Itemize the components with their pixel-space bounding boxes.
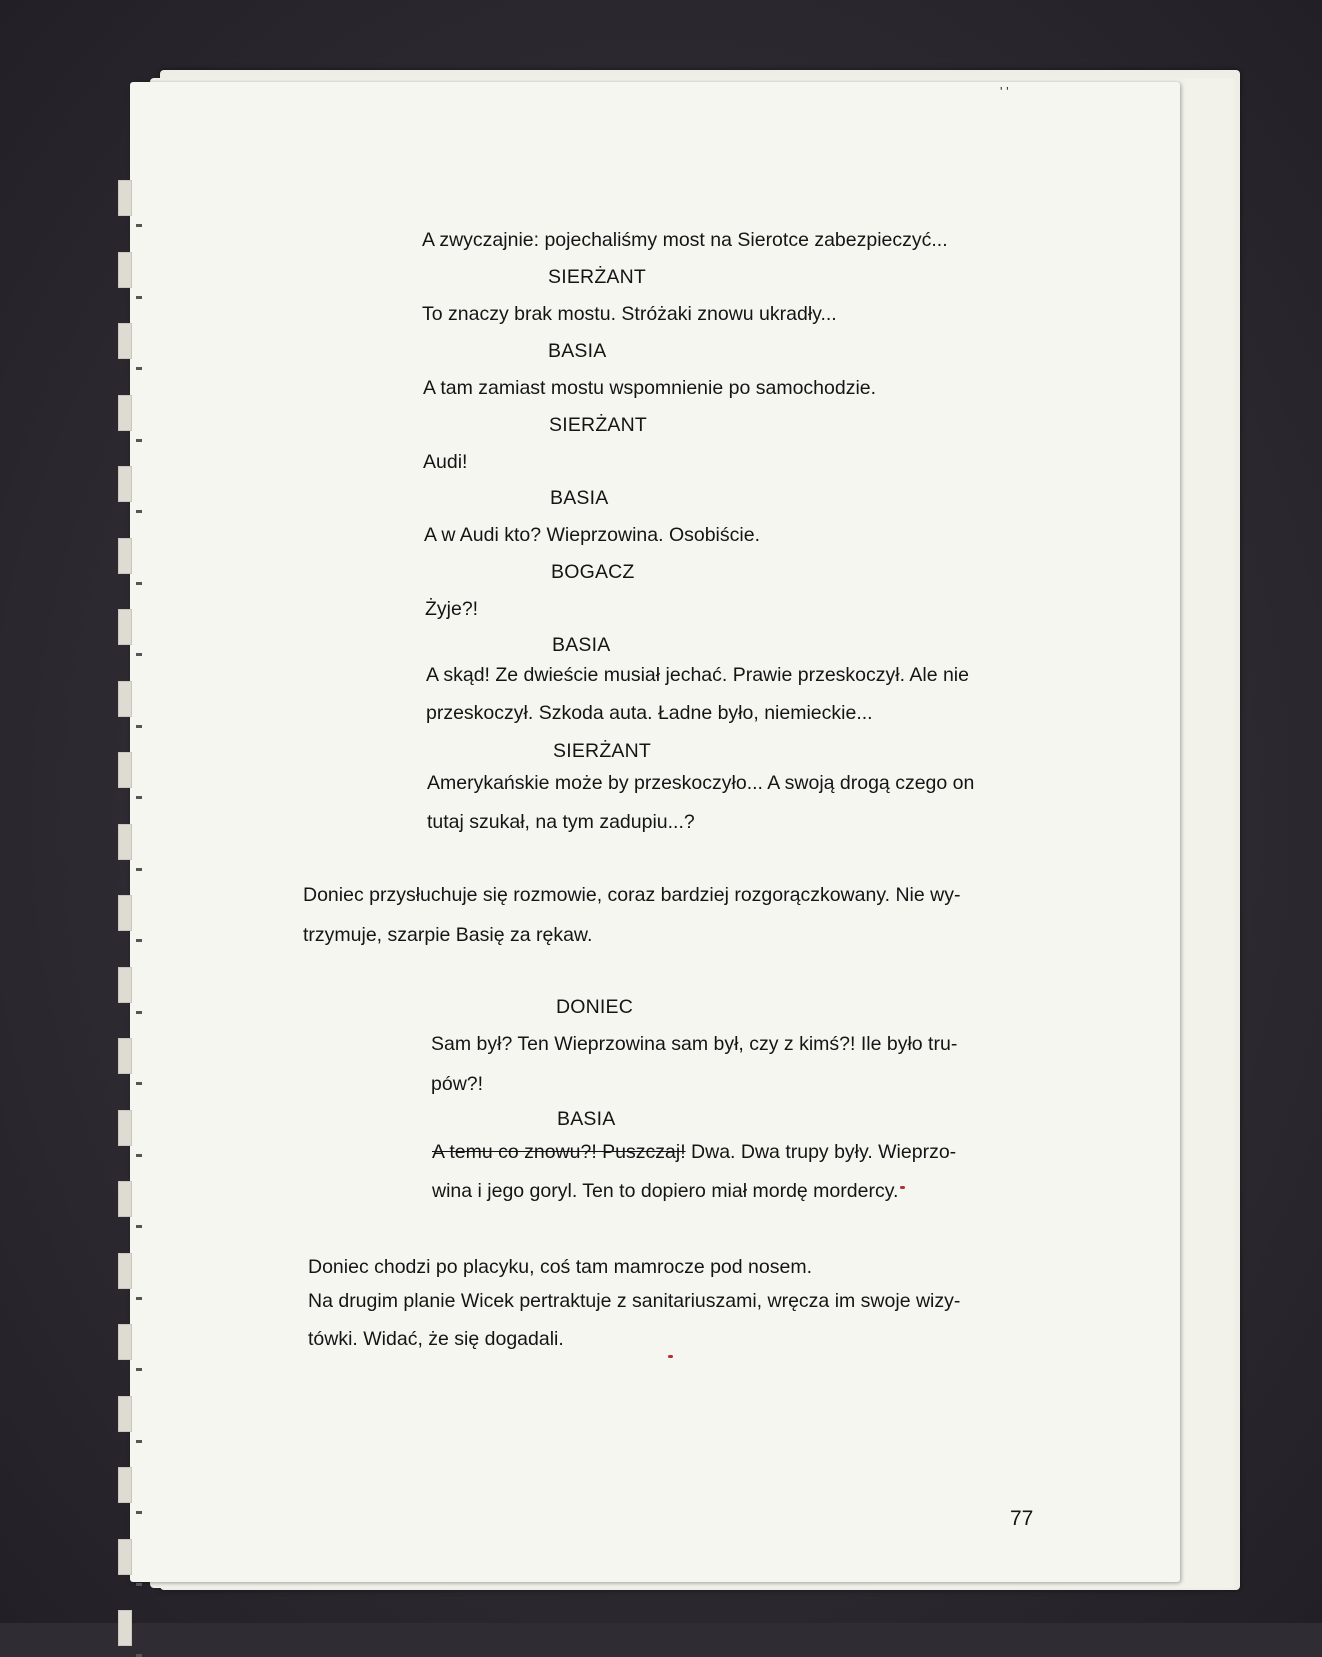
- binding-hole: [118, 538, 132, 574]
- corner-mark: ' ': [1000, 84, 1009, 99]
- binding-mark: [136, 1511, 142, 1514]
- binding-mark: [136, 1440, 142, 1443]
- binding-hole: [118, 1038, 132, 1074]
- binding-hole: [118, 1539, 132, 1575]
- binding-mark: [136, 939, 142, 942]
- spiral-binding: [112, 130, 148, 1580]
- binding-hole: [118, 1467, 132, 1503]
- character-name: BASIA: [550, 487, 609, 509]
- binding-hole: [118, 466, 132, 502]
- binding-mark: [136, 1154, 142, 1157]
- binding-hole: [118, 252, 132, 288]
- character-name: SIERŻANT: [549, 414, 648, 436]
- red-ink-mark: [900, 1186, 905, 1189]
- character-name: BASIA: [548, 340, 607, 362]
- binding-hole: [118, 752, 132, 788]
- character-name: SIERŻANT: [553, 740, 652, 762]
- binding-hole: [118, 1324, 132, 1360]
- dialogue-line: pów?!: [431, 1073, 484, 1095]
- binding-hole: [118, 967, 132, 1003]
- character-name: BOGACZ: [551, 561, 635, 583]
- binding-mark: [136, 796, 142, 799]
- dialogue-line: tutaj szukał, na tym zadupiu...?: [427, 811, 695, 833]
- binding-mark: [136, 1583, 142, 1586]
- dialogue-line: Sam był? Ten Wieprzowina sam był, czy z kimś?! Ile było tru-: [431, 1033, 958, 1055]
- binding-hole: [118, 395, 132, 431]
- character-name: BASIA: [557, 1108, 616, 1130]
- binding-mark: [136, 582, 142, 585]
- binding-mark: [136, 725, 142, 728]
- binding-mark: [136, 1225, 142, 1228]
- dialogue-line: Audi!: [423, 451, 468, 473]
- binding-mark: [136, 510, 142, 513]
- binding-mark: [136, 439, 142, 442]
- binding-mark: [136, 296, 142, 299]
- dialogue-line: A zwyczajnie: pojechaliśmy most na Sierotce zabezpieczyć...: [422, 229, 948, 251]
- dialogue-line: przeskoczył. Szkoda auta. Ładne było, niemieckie...: [426, 702, 873, 724]
- binding-mark: [136, 1297, 142, 1300]
- binding-hole: [118, 681, 132, 717]
- direction-line: trzymuje, szarpie Basię za rękaw.: [303, 924, 593, 946]
- dialogue-line: wina i jego goryl. Ten to dopiero miał mordę mordercy.: [432, 1180, 899, 1202]
- binding-hole: [118, 180, 132, 216]
- character-name: DONIEC: [556, 996, 634, 1018]
- direction-line: Doniec przysłuchuje się rozmowie, coraz bardziej rozgorączkowany. Nie wy-: [303, 884, 961, 906]
- direction-line: tówki. Widać, że się dogadali.: [308, 1328, 564, 1350]
- dialogue-line: A w Audi kto? Wieprzowina. Osobiście.: [424, 524, 760, 546]
- binding-hole: [118, 1610, 132, 1646]
- binding-hole: [118, 1181, 132, 1217]
- binding-mark: [136, 1368, 142, 1371]
- binding-hole: [118, 895, 132, 931]
- binding-mark: [136, 653, 142, 656]
- character-name: BASIA: [552, 634, 611, 656]
- red-ink-mark: [668, 1355, 673, 1358]
- binding-mark: [136, 1082, 142, 1085]
- binding-hole: [118, 824, 132, 860]
- binding-mark: [136, 868, 142, 871]
- character-name: SIERŻANT: [548, 266, 647, 288]
- binding-hole: [118, 609, 132, 645]
- dialogue-line: To znaczy brak mostu. Stróżaki znowu ukradły...: [422, 303, 837, 325]
- binding-hole: [118, 1253, 132, 1289]
- binding-hole: [118, 1110, 132, 1146]
- dialogue-line: Żyje?!: [425, 598, 479, 620]
- struck-text: A temu co znowu?! Puszczaj!: [432, 1141, 686, 1163]
- dialogue-line: A tam zamiast mostu wspomnienie po samochodzie.: [423, 377, 877, 399]
- binding-hole: [118, 323, 132, 359]
- direction-line: Na drugim planie Wicek pertraktuje z sanitariuszami, wręcza im swoje wizy-: [308, 1290, 961, 1312]
- dialogue-line: Amerykańskie może by przeskoczyło... A swoją drogą czego on: [427, 772, 975, 794]
- direction-line: Doniec chodzi po placyku, coś tam mamrocze pod nosem.: [308, 1256, 812, 1278]
- binding-mark: [136, 224, 142, 227]
- binding-mark: [136, 367, 142, 370]
- page-number: 77: [1010, 1507, 1034, 1530]
- dialogue-text: Dwa. Dwa trupy były. Wieprzo-: [685, 1141, 957, 1163]
- dialogue-line: [432, 1143, 956, 1163]
- binding-mark: [136, 1011, 142, 1014]
- dialogue-line: A skąd! Ze dwieście musiał jechać. Prawie przeskoczył. Ale nie: [426, 664, 969, 686]
- binding-hole: [118, 1396, 132, 1432]
